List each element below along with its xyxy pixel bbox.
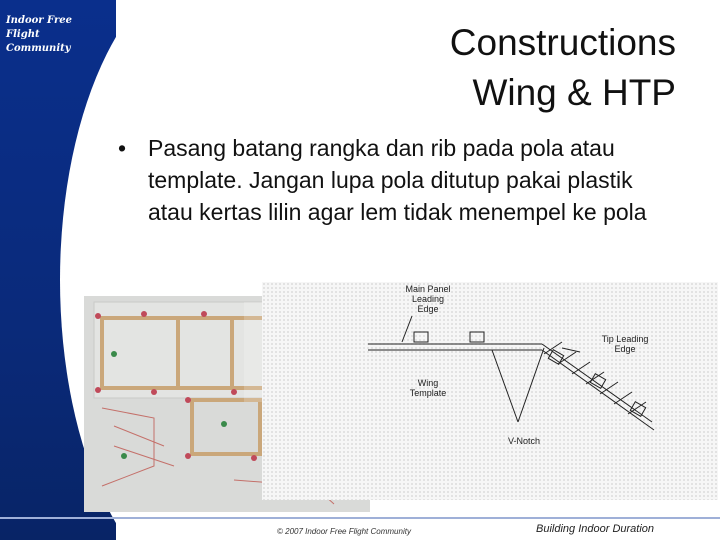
footer-rule xyxy=(0,517,720,519)
slide-subtitle: Wing & HTP xyxy=(472,72,676,113)
bullet-icon: • xyxy=(118,135,127,161)
footer-title: Building Indoor Duration xyxy=(536,523,655,535)
slide-title: Constructions xyxy=(449,22,676,63)
diagram-label-wing: Wing Template xyxy=(409,378,447,398)
bullet-item xyxy=(118,132,678,228)
diagram-label-vnotch: V-Notch xyxy=(507,436,540,446)
diagram-label-main-panel: Main Panel Leading Edge xyxy=(405,284,451,314)
brand-text: Indoor Free Flight Community xyxy=(6,15,72,54)
diagram-lines xyxy=(262,282,718,500)
bullet-text: Pasang batang rangka dan rib pada pola atau template. Jangan lupa pola ditutup pakai plastik atau kertas lilin agar lem tidak menempel ke pola xyxy=(148,135,647,225)
footer-copyright: © 2007 Indoor Free Flight Community xyxy=(277,527,411,536)
wing-template-diagram xyxy=(262,282,718,500)
diagram-label-tip: Tip Leading Edge xyxy=(601,334,649,354)
